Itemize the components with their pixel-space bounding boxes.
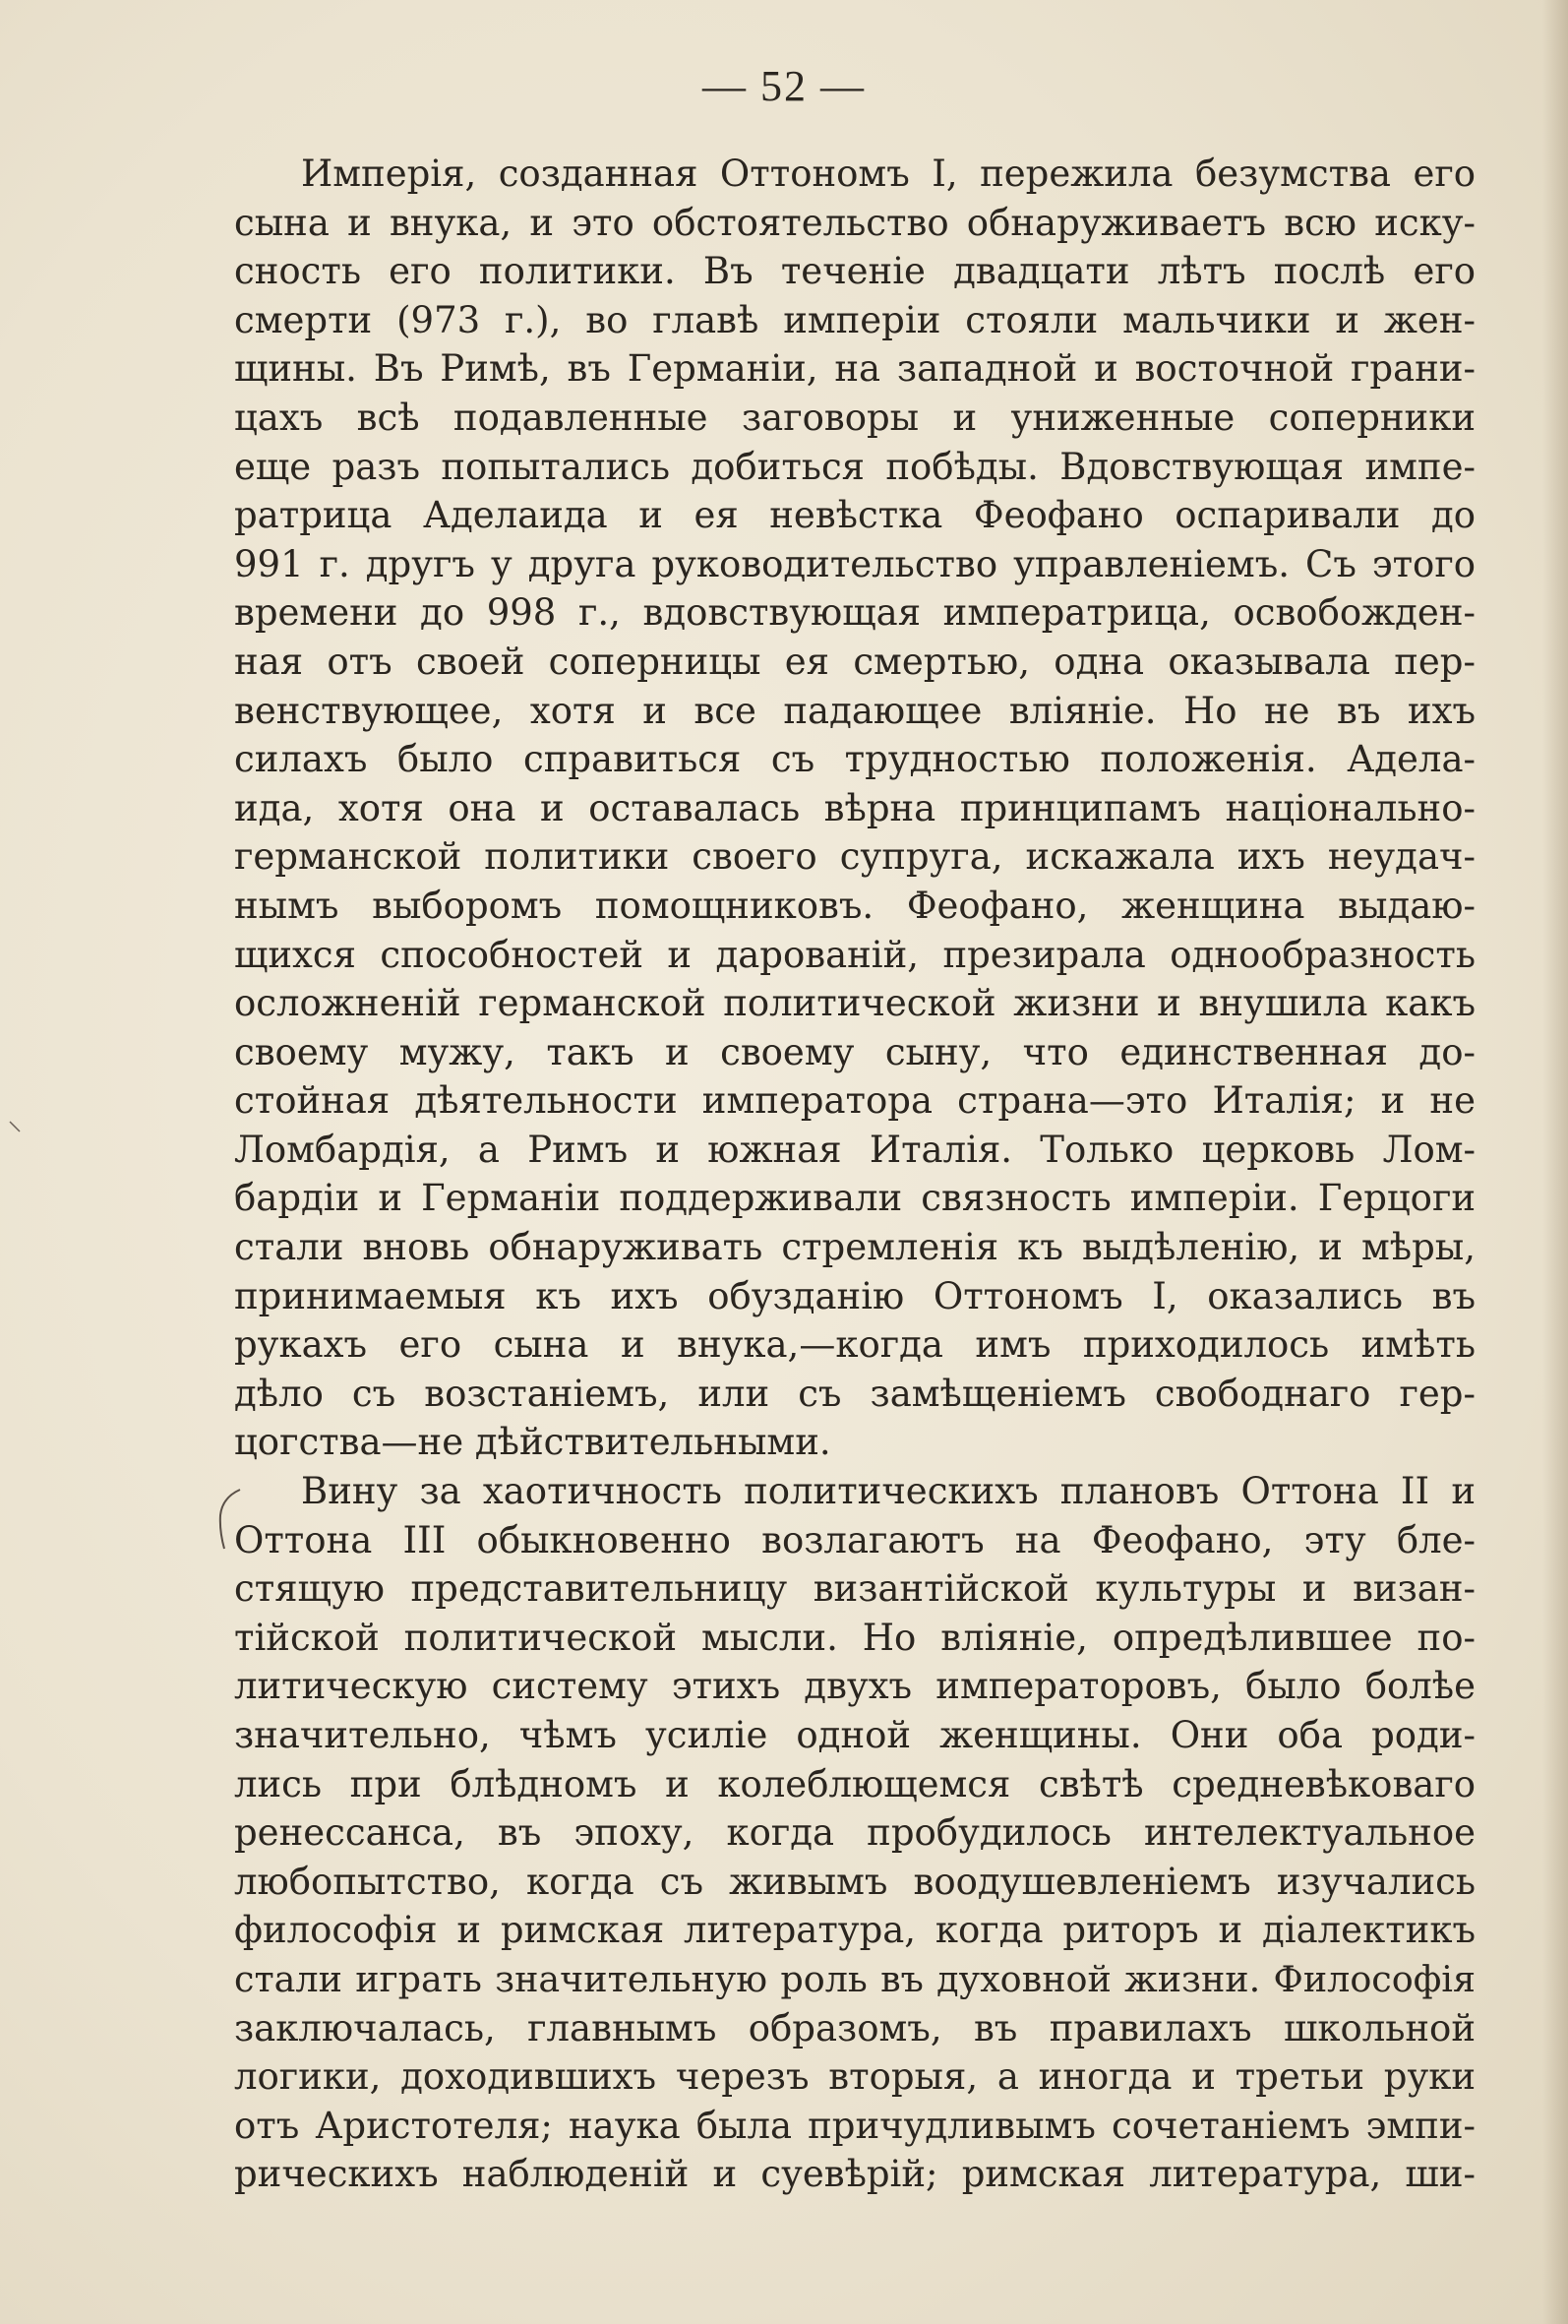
- text-line: цахъ всѣ подавленные заговоры и униженные соперники: [234, 396, 1476, 439]
- body-text: [234, 150, 1476, 2199]
- text-line: литическую систему этихъ двухъ императоровъ, было болѣе: [234, 1665, 1476, 1708]
- paragraph-1: [234, 150, 1476, 1467]
- text-line: ида, хотя она и оставалась вѣрна принципамъ національно-: [234, 786, 1476, 829]
- text-line: стойная дѣятельности императора страна—это Италія; и не: [234, 1079, 1476, 1123]
- text-line: Вину за хаотичность политическихъ плановъ Оттона II и: [301, 1470, 1476, 1513]
- text-line: ратрица Аделаида и ея невѣстка Феофано оспаривали до: [234, 494, 1476, 537]
- text-line: смерти (973 г.), во главѣ имперіи стояли мальчики и жен-: [234, 298, 1476, 341]
- text-line: ренессанса, въ эпоху, когда пробудилось интелектуальное: [234, 1811, 1476, 1855]
- text-line: рическихъ наблюденій и суевѣрій; римская литература, ши-: [234, 2153, 1476, 2196]
- text-line: еще разъ попытались добиться побѣды. Вдовствующая импе-: [234, 445, 1476, 488]
- text-line: философія и римская литература, когда риторъ и діалектикъ: [234, 1909, 1476, 1952]
- text-line: отъ Аристотеля; наука была причудливымъ сочетаніемъ эмпи-: [234, 2104, 1476, 2147]
- text-line: стали вновь обнаруживать стремленія къ выдѣленію, и мѣры,: [234, 1226, 1476, 1269]
- text-line: значительно, чѣмъ усиліе одной женщины. Они оба роди-: [234, 1714, 1476, 1756]
- text-line: 991 г. другъ у друга руководительство управленіемъ. Съ этого: [234, 542, 1476, 585]
- text-line: принимаемыя къ ихъ обузданію Оттономъ I, оказались въ: [234, 1274, 1476, 1317]
- text-line: силахъ было справиться съ трудностью положенія. Адела-: [234, 738, 1476, 781]
- text-line: заключалась, главнымъ образомъ, въ правилахъ школьной: [234, 2006, 1476, 2049]
- text-line: тійской политической мысли. Но вліяніе, опредѣлившее по-: [234, 1616, 1476, 1659]
- text-line: ная отъ своей соперницы ея смертью, одна оказывала пер-: [234, 640, 1476, 683]
- text-line: лись при блѣдномъ и колеблющемся свѣтѣ средневѣковаго: [234, 1762, 1476, 1805]
- text-line: стящую представительницу византійской культуры и визан-: [234, 1567, 1476, 1611]
- text-line: своему мужу, такъ и своему сыну, что единственная до-: [234, 1030, 1476, 1073]
- text-line: сность его политики. Въ теченіе двадцати лѣтъ послѣ его: [234, 250, 1476, 293]
- pencil-tick-mark: [8, 1120, 22, 1133]
- text-line: рукахъ его сына и внука,—когда имъ приходилось имѣть: [234, 1323, 1476, 1367]
- text-line: германской политики своего супруга, искажала ихъ неудач-: [234, 835, 1476, 879]
- text-line: сына и внука, и это обстоятельство обнаруживаетъ всю иску-: [234, 201, 1476, 244]
- text-line: осложненій германской политической жизни и внушила какъ: [234, 982, 1476, 1025]
- text-line: Ломбардія, а Римъ и южная Италія. Только церковь Лом-: [234, 1128, 1476, 1171]
- text-line: щихся способностей и дарованій, презирала однообразность: [234, 933, 1476, 976]
- text-line: цогства—не дѣйствительными.: [234, 1421, 831, 1464]
- page-number: — 52 —: [702, 62, 866, 110]
- pencil-margin-mark: [214, 1488, 244, 1566]
- text-line: стали играть значительную роль въ духовной жизни. Философія: [234, 1957, 1476, 2000]
- text-line: времени до 998 г., вдовствующая императрица, освобожден-: [234, 591, 1476, 635]
- text-line: дѣло съ возстаніемъ, или съ замѣщеніемъ свободнаго гер-: [234, 1372, 1476, 1415]
- text-line: бардіи и Германіи поддерживали связность имперіи. Герцоги: [234, 1177, 1476, 1220]
- paragraph-2: [234, 1467, 1476, 2199]
- text-line: логики, доходившихъ черезъ вторыя, а иногда и третьи руки: [234, 2055, 1476, 2099]
- text-line: щины. Въ Римѣ, въ Германіи, на западной и восточной грани-: [234, 347, 1476, 391]
- text-line: нымъ выборомъ помощниковъ. Феофано, женщина выдаю-: [234, 884, 1476, 927]
- text-line: Оттона III обыкновенно возлагаютъ на Феофано, эту бле-: [234, 1518, 1476, 1561]
- text-line: венствующее, хотя и все падающее вліяніе. Но не въ ихъ: [234, 689, 1476, 732]
- text-line: любопытство, когда съ живымъ воодушевленіемъ изучались: [234, 1860, 1476, 1903]
- text-line: Имперія, созданная Оттономъ I, пережила безумства его: [301, 153, 1476, 195]
